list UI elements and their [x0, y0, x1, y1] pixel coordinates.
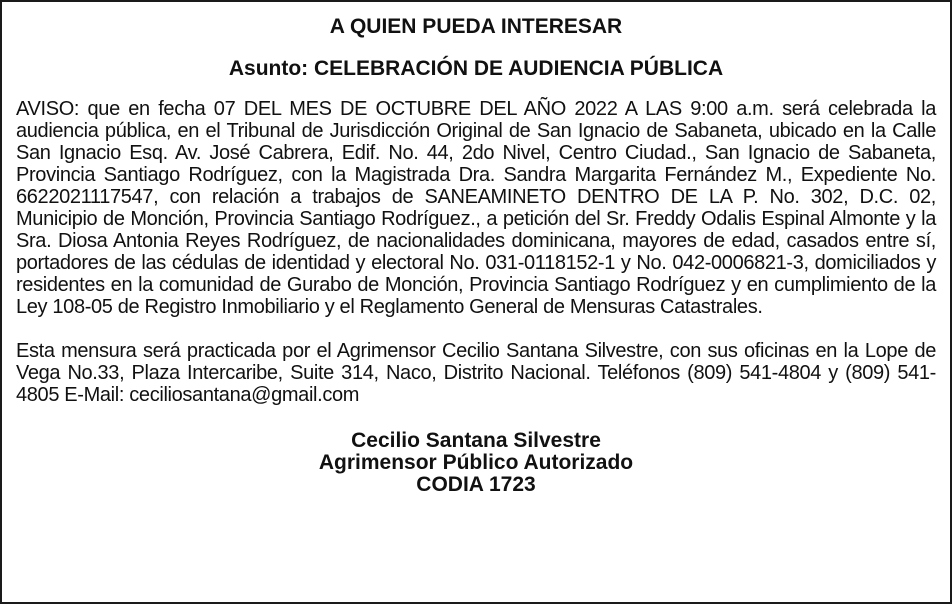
signer-role: Agrimensor Público Autorizado	[318, 451, 634, 474]
notice-body-paragraph: AVISO: que en fecha 07 DEL MES DE OCTUBRE DEL AÑO 2022 A LAS 9:00 a.m. será celebrada la audiencia pública, en el Tribunal de Jurisdicción Original de San Ignacio de Sabaneta, ubicado en la Calle San Ignacio Esq. Av. José Cabrera, Edif. No. 44, 2do Nivel, Centro Ciudad., San Ignacio de Sabaneta, Provincia Santiago Rodríguez, con la Magistrada Dra. Sandra Margarita Fernández M., Expediente No. 6622021117547, con relación a trabajos de SANEAMINETO DENTRO DE LA P. No. 302, D.C. 02, Municipio de Monción, Provincia Santiago Rodríguez., a petición del Sr. Freddy Odalis Espinal Almonte y la Sra. Diosa Antonia Reyes Rodríguez, de nacionalidades dominicana, mayores de edad, casados entre sí, portadores de las cédulas de identidad y electoral No. 031-0118152-1 y No. 042-0006821-3, domiciliados y residentes en la comunidad de Gurabo de Monción, Provincia Santiago Rodríguez y en cumplimiento de la Ley 108-05 de Registro Inmobiliario y el Reglamento General de Mensuras Catastrales.	[16, 98, 936, 318]
signer-license: CODIA 1723	[416, 473, 536, 496]
notice-subject: Asunto: CELEBRACIÓN DE AUDIENCIA PÚBLICA	[228, 57, 724, 80]
signer-name: Cecilio Santana Silvestre	[351, 429, 601, 452]
notice-title: A QUIEN PUEDA INTERESAR	[329, 15, 623, 38]
surveyor-contact-paragraph: Esta mensura será practicada por el Agrimensor Cecilio Santana Silvestre, con sus oficinas en la Lope de Vega No.33, Plaza Intercaribe, Suite 314, Naco, Distrito Nacional. Teléfonos (809) 541-4804 y (809) 541-4805 E-Mail: ceciliosantana@gmail.com	[16, 340, 936, 406]
signature-block	[16, 430, 936, 496]
